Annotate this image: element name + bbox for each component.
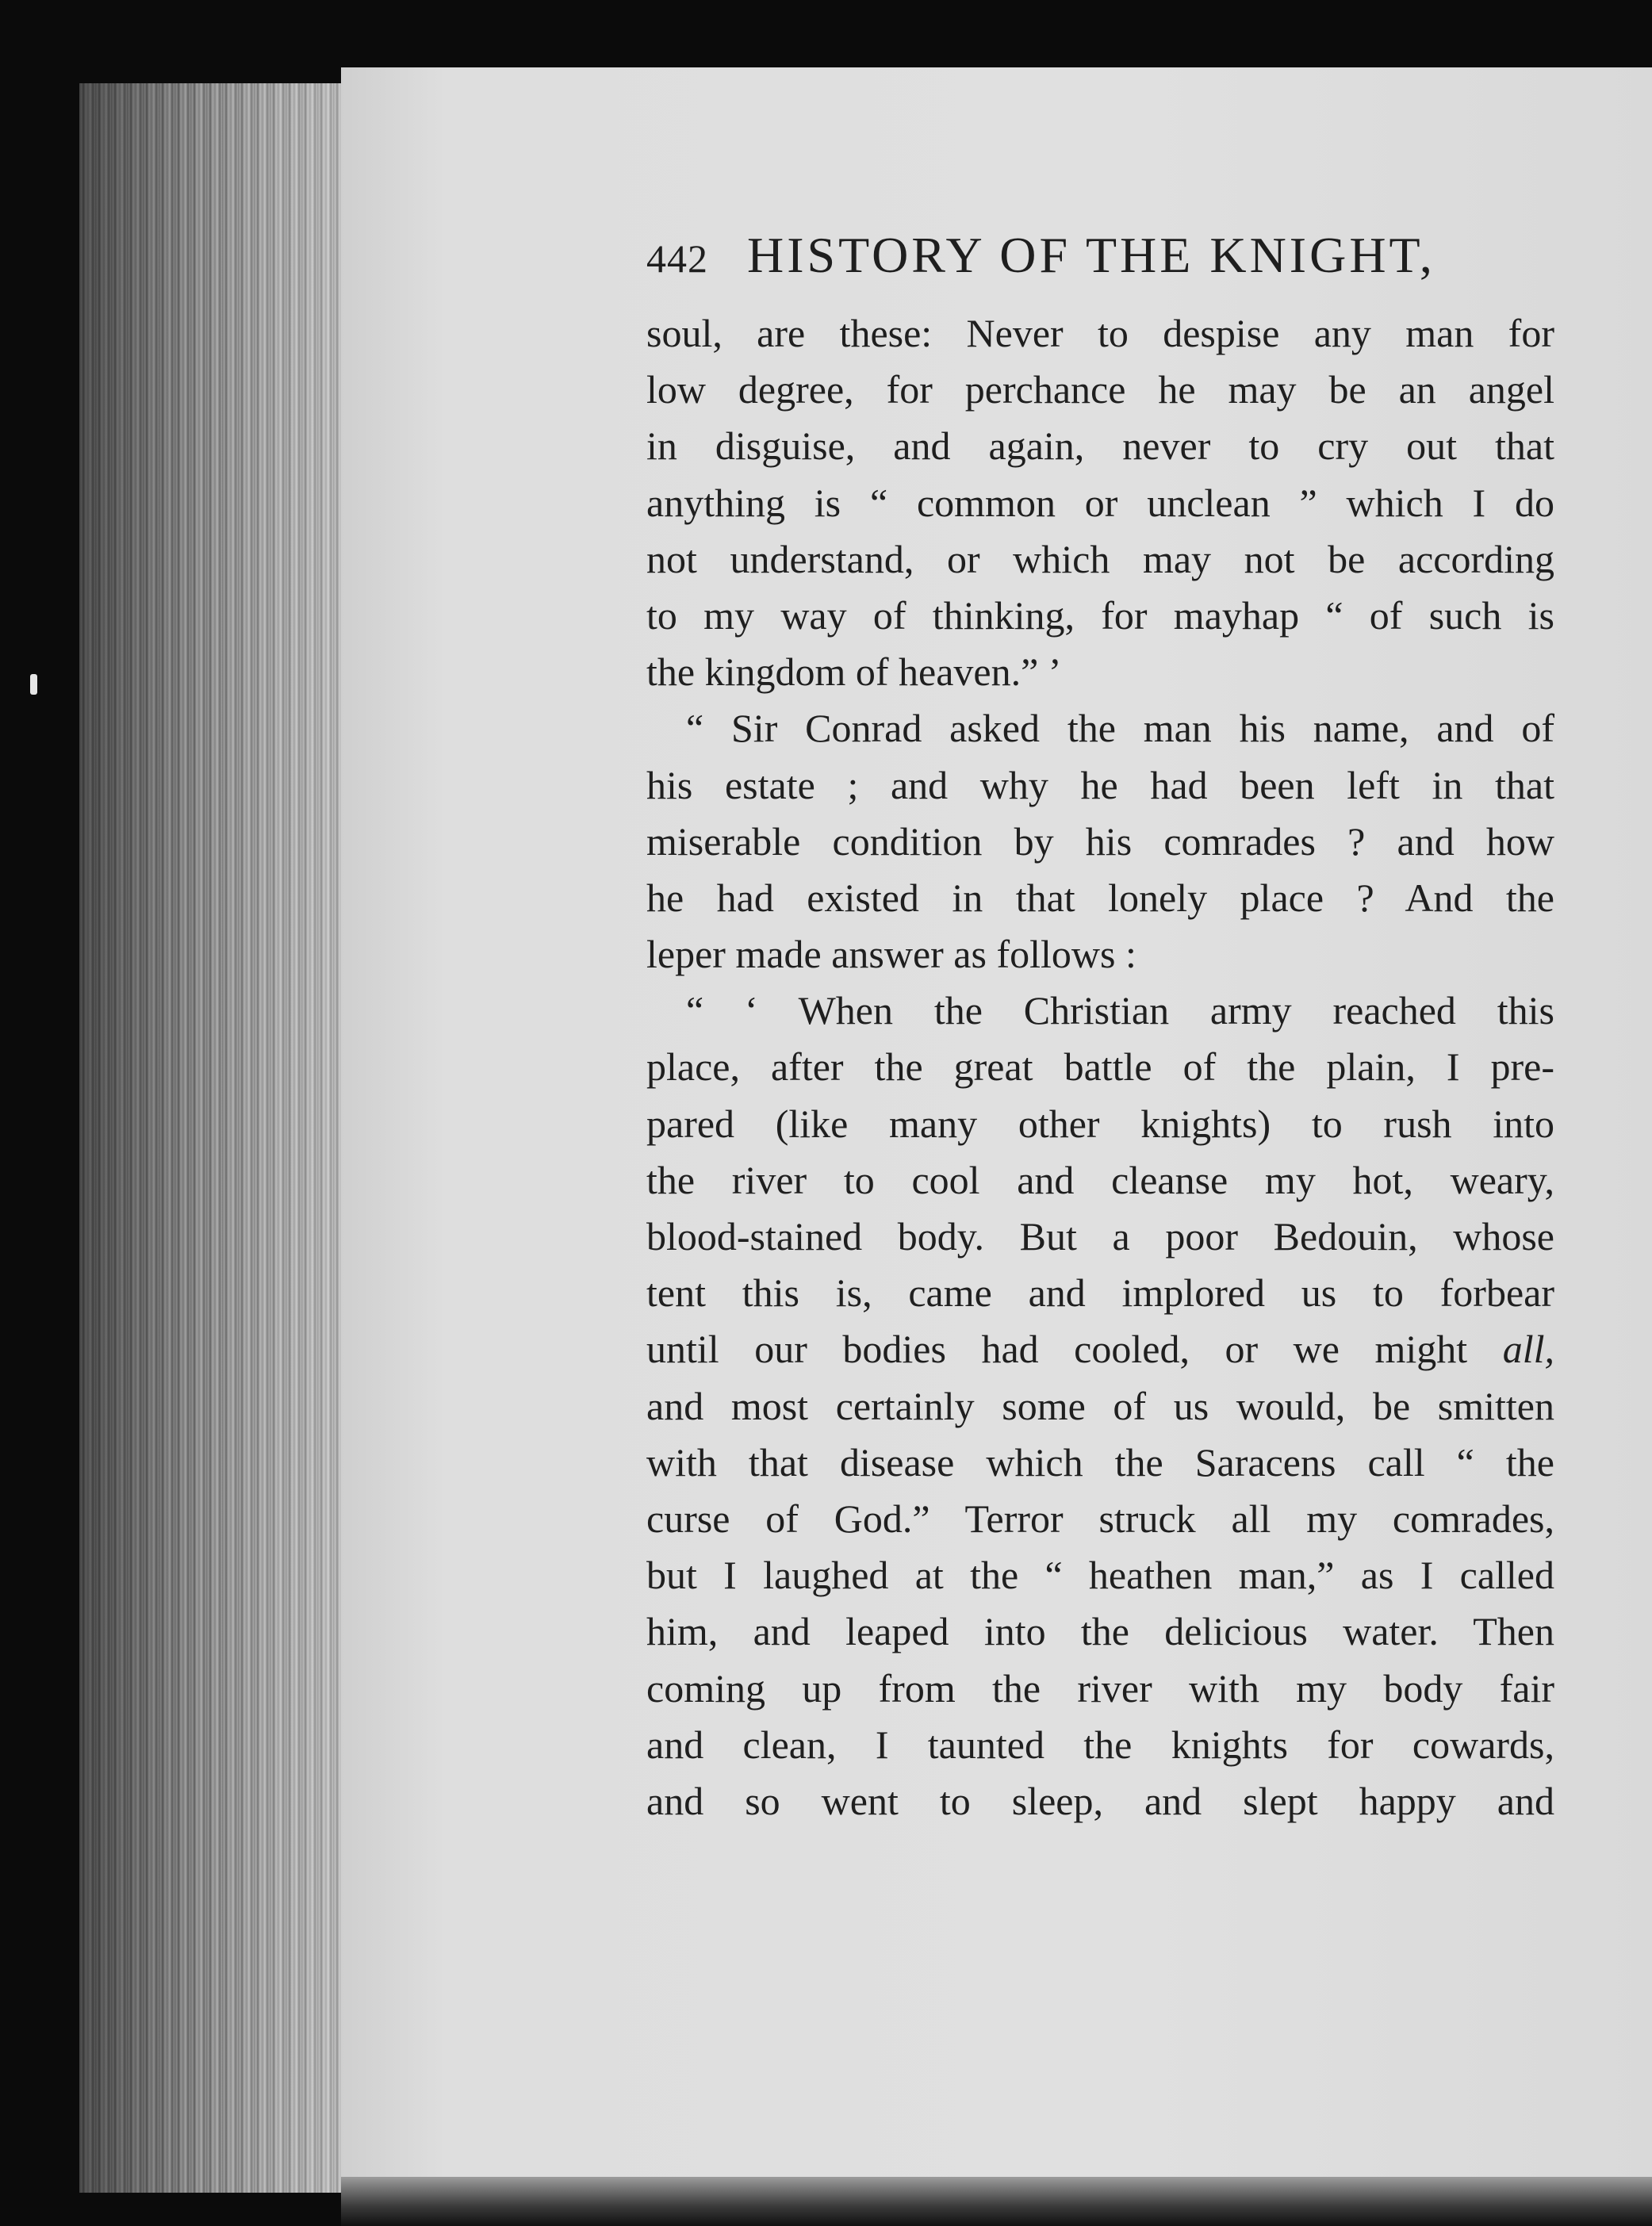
text-line: place, after the great battle of the plain, I pre- (646, 1044, 1554, 1090)
page-number: 442 (646, 236, 708, 281)
text-line: the kingdom of heaven.” ’ (646, 649, 1062, 695)
text-line: curse of God.” Terror struck all my comrades, (646, 1496, 1554, 1541)
text-line: pared (like many other knights) to rush into (646, 1101, 1554, 1146)
text-line: leper made answer as follows : (646, 932, 1136, 977)
text-line: he had existed in that lonely place ? And the (646, 875, 1554, 920)
text-line: with that disease which the Saracens call “ the (646, 1439, 1554, 1485)
text-line: tent this is, came and implored us to forbear (646, 1270, 1554, 1316)
text-line: and most certainly some of us would, be smitten (646, 1383, 1554, 1428)
text-line-with-italic (646, 1321, 1554, 1377)
text-line: soul, are these: Never to despise any man for (646, 311, 1554, 355)
text-line: the river to cool and cleanse my hot, weary, (646, 1157, 1554, 1202)
text-segment: until our bodies had cooled, or we might (646, 1327, 1503, 1372)
text-line: him, and leaped into the delicious water. Then (646, 1609, 1554, 1654)
page-edges (79, 83, 365, 2193)
text-line: not understand, or which may not be according (646, 536, 1554, 581)
text-line: “ Sir Conrad asked the man his name, and of (686, 706, 1554, 751)
text-line: and clean, I taunted the knights for cowards, (646, 1722, 1554, 1767)
body-text (646, 305, 1554, 1829)
text-line: to my way of thinking, for mayhap “ of such is (646, 592, 1554, 638)
text-line: low degree, for perchance he may be an angel (646, 367, 1554, 412)
text-line: in disguise, and again, never to cry out that (646, 423, 1554, 469)
text-line: anything is “ common or unclean ” which I do (646, 480, 1554, 525)
binding-mark (30, 674, 37, 695)
text-line: miserable condition by his comrades ? and how (646, 818, 1554, 864)
text-line: and so went to sleep, and slept happy and (646, 1778, 1554, 1823)
running-head: HISTORY OF THE KNIGHT, (747, 227, 1435, 283)
text-line: coming up from the river with my body fair (646, 1665, 1554, 1711)
page-header (646, 226, 1566, 289)
text-line: but I laughed at the “ heathen man,” as I called (646, 1553, 1554, 1598)
italic-word: all, (1502, 1327, 1554, 1372)
page-bottom-shadow (341, 2177, 1652, 2226)
text-line: his estate ; and why he had been left in that (646, 762, 1554, 807)
text-line: blood-stained body. But a poor Bedouin, whose (646, 1214, 1554, 1259)
text-line: “ ‘ When the Christian army reached this (686, 988, 1554, 1033)
